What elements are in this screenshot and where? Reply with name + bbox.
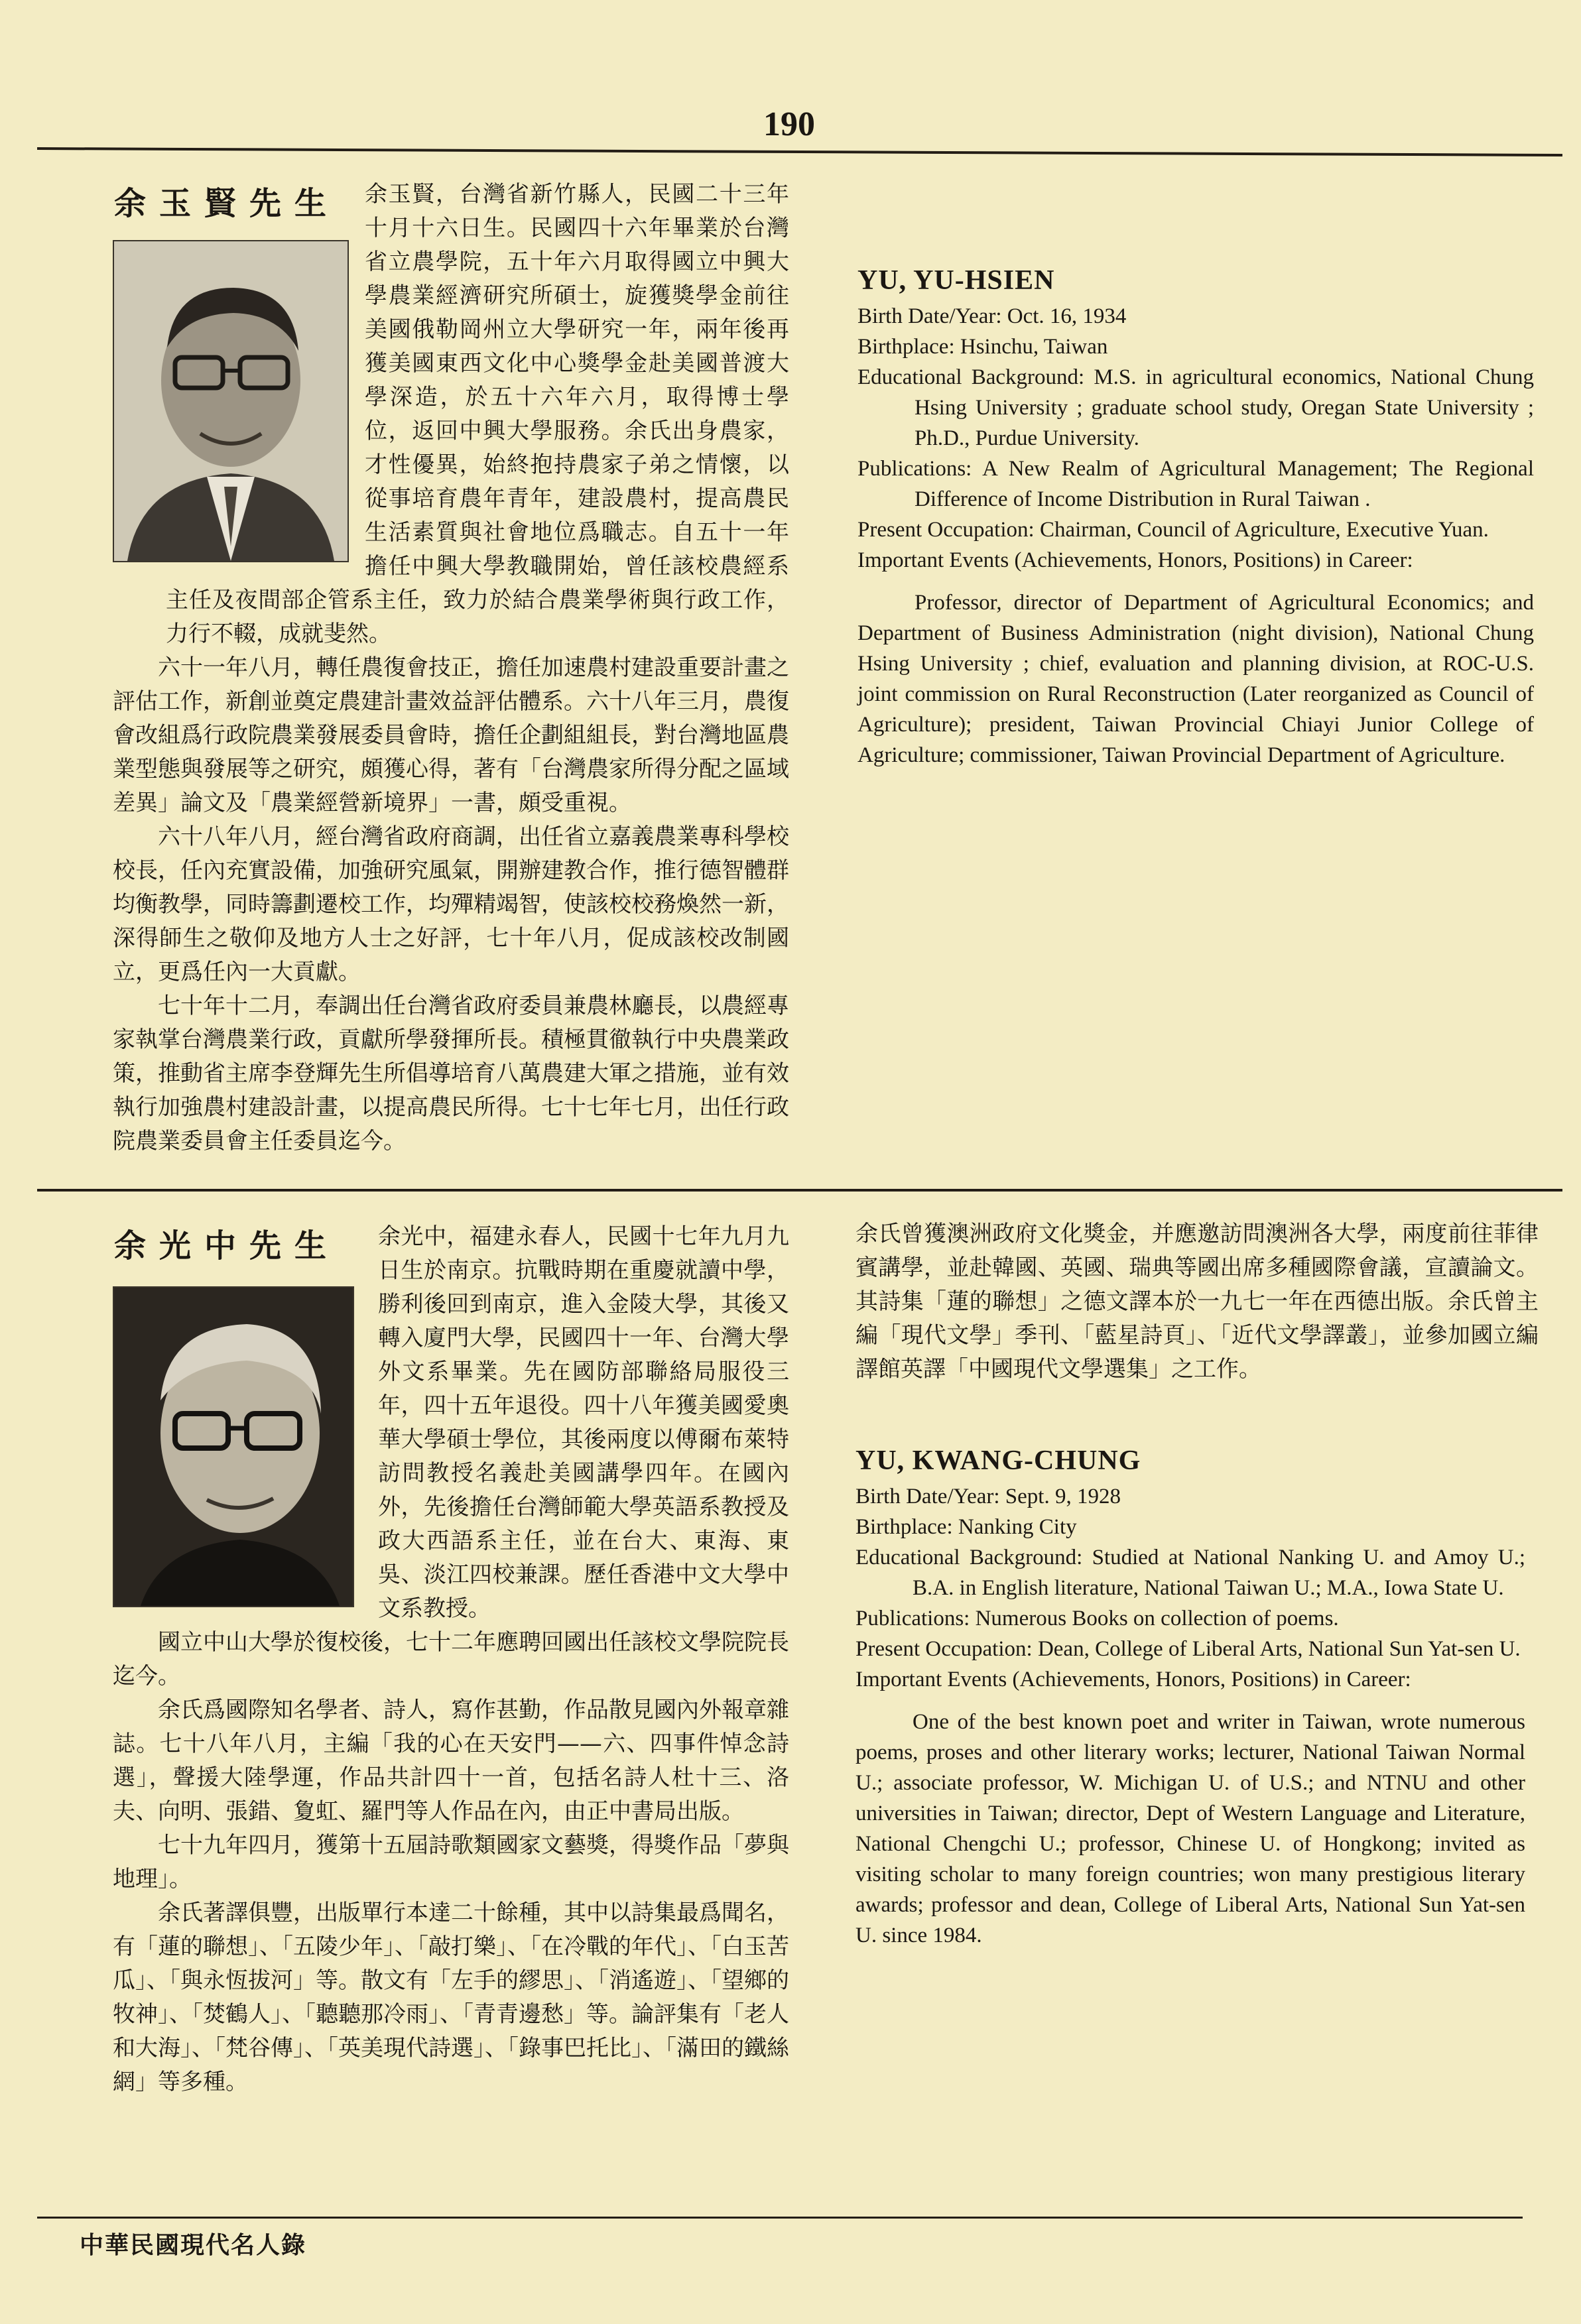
entry-1-bio-paragraph: 六十八年八月，經台灣省政府商調，出任省立嘉義農業專科學校校長，任內充實設備，加強研究風氣，開辦建教合作，推行德智體群均衡教學，同時籌劃遷校工作，均殫精竭智，使該校校務煥然一新，深得師生之敬仰及地方人士之好評，七十年八月，促成該校改制國立，更爲任內一大貢獻。 (113, 824, 789, 985)
field-education (857, 362, 1534, 454)
field-value: Numerous Books on collection of poems. (975, 1607, 1339, 1630)
field-value: Dean, College of Liberal Arts, National Sun Yat-sen U. (1037, 1637, 1521, 1661)
entry-2-bio-paragraph: 七十九年四月，獲第十五屆詩歌類國家文藝獎，得獎作品「夢與地理」。 (113, 1832, 789, 1892)
photo-spacer (113, 1220, 378, 1618)
field-birth-date (857, 301, 1534, 332)
entry-2-career-text: One of the best known poet and writer in Taiwan, wrote numerous poems, proses and other literary works; lecturer, National Taiwan Normal U.; associate professor, W. Michigan U. of U.S.; and NTNU and other universities in Taiwan; director, Dept of Western Language and Literature, National Chengchi U.; professor, Chinese U. of Hongkong; invited as visiting scholar to many foreign countries; won many prestigious literary awards; professor and dean, College of Liberal Arts, National Sun Yat-sen U. since 1984. (855, 1710, 1525, 1947)
entry-1-chinese-name: 余玉賢先生 (114, 185, 340, 222)
field-label: Educational Background: (855, 1546, 1083, 1569)
entry-1-career-text: Professor, director of Department of Agricultural Economics; and Department of Business Administration (night division), National Chung Hsing University ; chief, evaluation and planning division, at ROC-U.S. joint commission on Rural Reconstruction (Later reorganized as Council of Agriculture); president, Taiwan Provincial Chiayi Junior College of Agriculture; commissioner, Taiwan Provincial Department of Agriculture. (857, 591, 1534, 767)
entry-1-bio-paragraph: 余玉賢，台灣省新竹縣人，民國二十三年十月十六日生。民國四十六年畢業於台灣省立農學院，五十年六月取得國立中興大學農業經濟研究所碩士，旋獲獎學金前往美國俄勒岡州立大學研究一年，兩年後再獲美國東西文化中心獎學金赴美國普渡大學深造，於五十六年六月，取得博士學位，返回中興大學服務。余氏出身農家，才性優異，始終抱持農家子弟之情懷，以從事培育農年青年，建設農村，提高農民生活素質與社會地位爲職志。自五十一年擔任中興大學教職開始，曾任該校農經系主任及夜間部企管系主任，致力於結合農業學術與行政工作，力行不輟，成就斐然。 (166, 181, 789, 647)
field-label: Present Occupation: (857, 518, 1035, 542)
field-birthplace (857, 332, 1534, 362)
entry-1-english-bio (857, 265, 1534, 770)
field-label: Birth Date/Year: (855, 1485, 1000, 1508)
field-value: M.S. in agricultural economics, National Chung Hsing University ; graduate school study, Oregan State University ; Ph.D., Purdue University. (915, 365, 1534, 450)
field-label: Birthplace: (855, 1515, 953, 1539)
field-label: Publications: (857, 457, 972, 481)
entry-2-chinese-name: 余光中先生 (114, 1227, 340, 1264)
entry-1-chinese-bio (113, 178, 789, 1176)
section-divider (37, 1189, 1562, 1192)
field-important-events (855, 1664, 1525, 1695)
entry-2-bio-paragraph: 余氏爲國際知名學者、詩人，寫作甚勤，作品散見國內外報章雜誌。七十八年八月，主編「我的心在天安門——六、四事件悼念詩選」，聲援大陸學運，作品共計四十一首，包括名詩人杜十三、洛夫、向明、張錯、夐虹、羅門等人作品在內，由正中書局出版。 (113, 1697, 789, 1825)
photo-spacer (113, 178, 365, 576)
field-publications (855, 1603, 1525, 1634)
field-occupation (855, 1634, 1525, 1664)
field-label: Present Occupation: (855, 1637, 1033, 1661)
entry-2-chinese-bio (113, 1220, 789, 2208)
entry-2-bio-paragraph: 余氏著譯俱豐，出版單行本達二十餘種，其中以詩集最爲聞名，有「蓮的聯想」、「五陵少年」、「敲打樂」、「在冷戰的年代」、「白玉苦瓜」、「與永恆拔河」等。散文有「左手的繆思」、「消遙遊」、「望鄉的牧神」、「焚鶴人」、「聽聽那冷雨」、「青青邊愁」等。論評集有「老人和大海」、「梵谷傳」、「英美現代詩選」、「錄事巴托比」、「滿田的鐵絲網」等多種。 (113, 1900, 789, 2095)
field-value: A New Realm of Agricultural Management; The Regional Difference of Income Distribution in Rural Taiwan . (915, 457, 1534, 511)
footer-rule (37, 2217, 1523, 2219)
footer-book-title: 中華民國現代名人錄 (80, 2232, 307, 2259)
field-value: Nanking City (958, 1515, 1077, 1539)
field-value: Hsinchu, Taiwan (960, 335, 1108, 359)
field-value: Sept. 9, 1928 (1005, 1485, 1121, 1508)
entry-2-bio-paragraph: 余氏曾獲澳洲政府文化獎金，并應邀訪問澳洲各大學，兩度前往菲律賓講學，並赴韓國、英國、瑞典等國出席多種國際會議，宣讀論文。其詩集「蓮的聯想」之德文譯本於一九七一年在西德出版。余氏曾主編「現代文學」季刊、「藍星詩頁」、「近代文學譯叢」，並參加國立編譯館英譯「中國現代文學選集」之工作。 (855, 1221, 1539, 1382)
field-label: Birthplace: (857, 335, 955, 359)
entry-2-bio-paragraph: 余光中，福建永春人，民國十七年九月九日生於南京。抗戰時期在重慶就讀中學，勝利後回到南京，進入金陵大學，其後又轉入廈門大學，民國四十一年、台灣大學外文系畢業。先在國防部聯絡局服役三年，四十五年退役。四十八年獲美國愛奧華大學碩士學位，其後兩度以傅爾布萊特訪問教授名義赴美國講學四年。在國內外，先後擔任台灣師範大學英語系教授及政大西語系主任，並在台大、東海、東吳、淡江四校兼課。歷任香港中文大學中文系教授。 (378, 1223, 789, 1622)
field-value: Oct. 16, 1934 (1007, 304, 1127, 328)
field-important-events (857, 545, 1534, 576)
field-value: Studied at National Nanking U. and Amoy U.; B.A. in English literature, National Taiwan U.; M.A., Iowa State U. (913, 1546, 1525, 1600)
entry-1-bio-paragraph: 六十一年八月，轉任農復會技正，擔任加速農村建設重要計畫之評估工作，新創並奠定農建計畫效益評估體系。六十八年三月，農復會改組爲行政院農業發展委員會時，擔任企劃組組長，對台灣地區農業型態與發展等之研究，頗獲心得，著有「台灣農家所得分配之區域差異」論文及「農業經營新境界」一書，頗受重視。 (113, 654, 789, 816)
field-value: Chairman, Council of Agriculture, Executive Yuan. (1039, 518, 1489, 542)
field-label: Important Events (Achievements, Honors, Positions) in Career: (857, 548, 1413, 572)
entry-2-chinese-bio-continued (855, 1217, 1539, 1430)
page-number: 190 (763, 105, 815, 143)
field-education (855, 1542, 1525, 1603)
entry-1-english-name: YU, YU-HSIEN (857, 265, 1055, 296)
field-label: Important Events (Achievements, Honors, Positions) in Career: (855, 1668, 1411, 1691)
entry-2-english-bio (855, 1445, 1525, 1951)
field-occupation (857, 515, 1534, 545)
field-label: Educational Background: (857, 365, 1085, 389)
field-label: Publications: (855, 1607, 970, 1630)
entry-2-english-name: YU, KWANG-CHUNG (855, 1445, 1141, 1476)
top-rule (37, 147, 1562, 156)
field-birthplace (855, 1512, 1525, 1542)
field-publications (857, 454, 1534, 515)
field-birth-date (855, 1481, 1525, 1512)
entry-1-bio-paragraph: 七十年十二月，奉調出任台灣省政府委員兼農林廳長，以農經專家執掌台灣農業行政，貢獻所學發揮所長。積極貫徹執行中央農業政策，推動省主席李登輝先生所倡導培育八萬農建大軍之措施，並有效執行加強農村建設計畫，以提高農民所得。七十七年七月，出任行政院農業委員會主任委員迄今。 (113, 993, 789, 1154)
entry-2-bio-paragraph: 國立中山大學於復校後，七十二年應聘回國出任該校文學院院長迄今。 (113, 1629, 789, 1689)
field-label: Birth Date/Year: (857, 304, 1002, 328)
